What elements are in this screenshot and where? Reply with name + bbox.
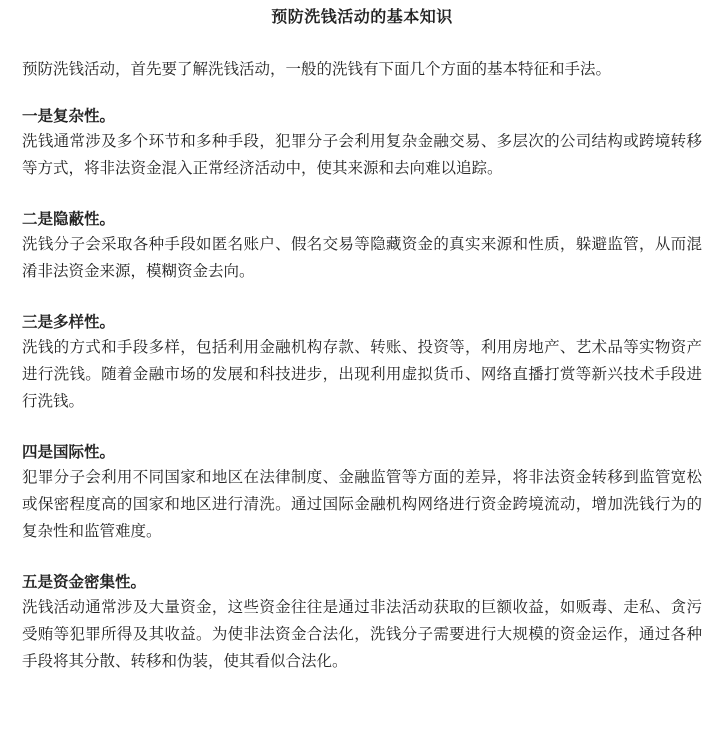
section-body: 犯罪分子会利用不同国家和地区在法律制度、金融监管等方面的差异，将非法资金转移到监管宽松或保密程度高的国家和地区进行清洗。通过国际金融机构网络进行资金跨境流动，增加洗钱行为的复杂性和监管难度。: [22, 468, 702, 540]
section-body: 洗钱通常涉及多个环节和多种手段，犯罪分子会利用复杂金融交易、多层次的公司结构或跨境转移等方式，将非法资金混入正常经济活动中，使其来源和去向难以追踪。: [22, 132, 702, 177]
section-heading: 三是多样性。: [22, 313, 116, 331]
section-capital-intensity: [22, 570, 702, 675]
section-heading: 五是资金密集性。: [22, 573, 147, 591]
section-heading: 二是隐蔽性。: [22, 210, 116, 228]
section-internationality: [22, 440, 702, 545]
section-complexity: [22, 104, 702, 182]
section-body: 洗钱分子会采取各种手段如匿名账户、假名交易等隐藏资金的真实来源和性质，躲避监管，从而混淆非法资金来源，模糊资金去向。: [22, 235, 702, 280]
article-title: 预防洗钱活动的基本知识: [271, 7, 453, 26]
intro-paragraph: 预防洗钱活动，首先要了解洗钱活动，一般的洗钱有下面几个方面的基本特征和手法。: [22, 60, 612, 78]
section-body: 洗钱活动通常涉及大量资金，这些资金往往是通过非法活动获取的巨额收益，如贩毒、走私、贪污受贿等犯罪所得及其收益。为使非法资金合法化，洗钱分子需要进行大规模的资金运作，通过各种手段将其分散、转移和伪装，使其看似合法化。: [22, 598, 702, 670]
section-concealment: [22, 207, 702, 285]
section-heading: 一是复杂性。: [22, 107, 116, 125]
section-body: 洗钱的方式和手段多样，包括利用金融机构存款、转账、投资等，利用房地产、艺术品等实物资产进行洗钱。随着金融市场的发展和科技进步，出现利用虚拟货币、网络直播打赏等新兴技术手段进行洗钱。: [22, 338, 702, 410]
section-heading: 四是国际性。: [22, 443, 116, 461]
section-diversity: [22, 310, 702, 415]
